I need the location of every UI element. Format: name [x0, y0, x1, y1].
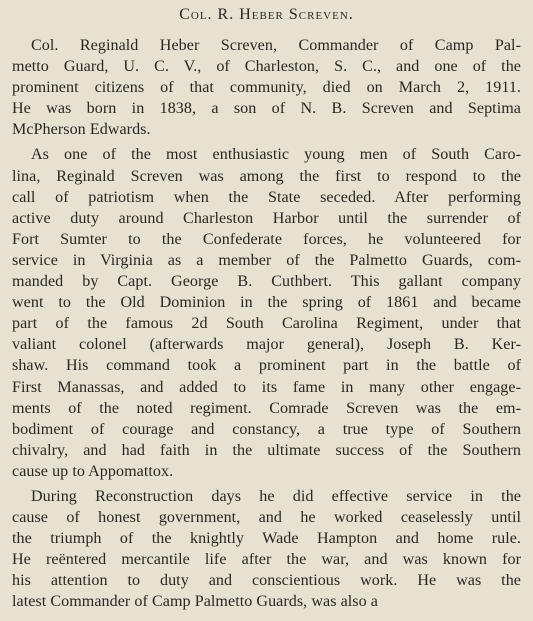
- paragraph: [12, 35, 521, 140]
- text-line: prominent citizens of that community, died on March 2, 1911.: [12, 79, 521, 97]
- text-line: valiant colonel (afterwards major general), Joseph B. Ker-: [12, 336, 521, 354]
- text-line: He was born in 1838, a son of N. B. Screven and Septima: [12, 100, 521, 118]
- text-line: chivalry, and had faith in the ultimate success of the Southern: [12, 441, 521, 459]
- text-line: Col. Reginald Heber Screven, Commander of Camp Pal-: [31, 37, 521, 54]
- article-title: Col. R. Heber Screven.: [179, 6, 354, 23]
- text-line: lina, Reginald Screven was among the first to respond to the: [12, 167, 521, 185]
- text-line: part of the famous 2d South Carolina Regiment, under that: [12, 315, 521, 333]
- text-line: As one of the most enthusiastic young men of South Caro-: [31, 146, 521, 164]
- text-line: shaw. His command took a prominent part in the battle of: [12, 357, 521, 375]
- text-line: call of patriotism when the State seceded. After performing: [12, 188, 521, 206]
- paragraph: [12, 486, 521, 613]
- text-line: active duty around Charleston Harbor until the surrender of: [12, 209, 521, 227]
- text-line: service in Virginia as a member of the Palmetto Guards, com-: [12, 251, 521, 269]
- text-line: First Manassas, and added to its fame in many other engage-: [12, 378, 521, 396]
- text-line: bodiment of courage and constancy, a true type of Southern: [12, 420, 521, 438]
- text-line: ments of the noted regiment. Comrade Screven was the em-: [12, 399, 521, 417]
- text-line: McPherson Edwards.: [12, 121, 151, 139]
- text-line: During Reconstruction days he did effective service in the: [31, 487, 521, 505]
- text-line: latest Commander of Camp Palmetto Guards, was also a: [12, 593, 378, 611]
- text-line: cause of honest government, and he worked ceaselessly until: [12, 509, 521, 527]
- paragraph: [12, 144, 521, 482]
- article-body: [12, 35, 521, 613]
- text-line: He reëntered mercantile life after the war, and was known for: [12, 551, 521, 569]
- text-line: the triumph of the knightly Wade Hampton and home rule.: [12, 530, 521, 548]
- text-line: metto Guard, U. C. V., of Charleston, S. C., and one of the: [12, 58, 521, 76]
- text-line: cause up to Appomattox.: [12, 462, 174, 480]
- text-line: went to the Old Dominion in the spring of 1861 and became: [12, 294, 521, 312]
- text-line: his attention to duty and conscientious work. He was the: [12, 572, 521, 590]
- text-line: Fort Sumter to the Confederate forces, he volunteered for: [12, 230, 521, 248]
- text-line: manded by Capt. George B. Cuthbert. This gallant company: [12, 273, 521, 291]
